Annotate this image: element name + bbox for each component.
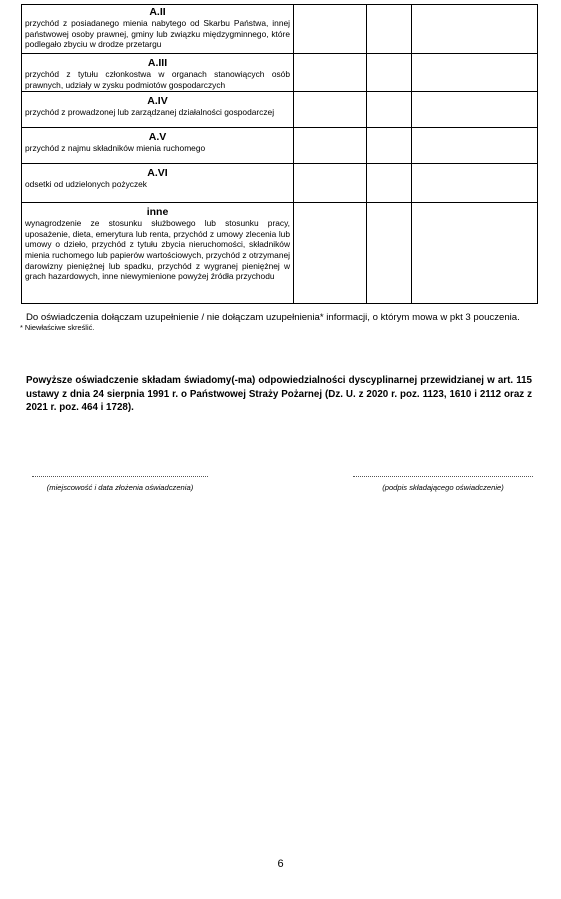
blank-cell[interactable]: [294, 54, 367, 92]
blank-cell[interactable]: [412, 203, 538, 304]
section-title: A.V: [148, 131, 167, 144]
table-row: [22, 203, 538, 304]
row-description: [22, 54, 294, 92]
table-row: [22, 164, 538, 203]
row-description: [22, 203, 294, 304]
blank-cell[interactable]: [367, 5, 412, 54]
income-table: [21, 4, 538, 304]
row-description: [22, 92, 294, 128]
place-date-caption: (miejscowość i data złożenia oświadczenia): [46, 483, 194, 492]
section-text: odsetki od udzielonych pożyczek: [25, 179, 147, 190]
blank-cell[interactable]: [367, 164, 412, 203]
table-row: [22, 5, 538, 54]
row-description: [22, 5, 294, 54]
blank-cell[interactable]: [367, 128, 412, 164]
blank-cell[interactable]: [294, 203, 367, 304]
signature-caption: (podpis składającego oświadczenie): [382, 483, 504, 492]
section-text: przychód z posiadanego mienia nabytego od Skarbu Państwa, innej państwowej osoby prawnej, gminy lub związku międzygminnego, które podlegało zbyciu w drodze przetargu: [25, 18, 290, 50]
footnote: * Niewłaściwe skreślić.: [20, 323, 95, 332]
table-row: [22, 54, 538, 92]
section-text: przychód z najmu składników mienia ruchomego: [25, 143, 206, 154]
section-text: przychód z tytułu członkostwa w organach stanowiących osób prawnych, udziały w zysku podmiotów gospodarczych: [25, 69, 290, 90]
section-title: A.II: [149, 6, 166, 18]
row-description: [22, 164, 294, 203]
place-date-signature-block: [32, 476, 208, 493]
blank-cell[interactable]: [367, 92, 412, 128]
row-description: [22, 128, 294, 164]
blank-cell[interactable]: [412, 92, 538, 128]
blank-cell[interactable]: [412, 128, 538, 164]
section-title: A.VI: [147, 167, 168, 180]
blank-cell[interactable]: [367, 203, 412, 304]
blank-cell[interactable]: [412, 164, 538, 203]
blank-cell[interactable]: [367, 54, 412, 92]
blank-cell[interactable]: [294, 5, 367, 54]
blank-cell[interactable]: [412, 54, 538, 92]
section-text: przychód z prowadzonej lub zarządzanej działalności gospodarczej: [25, 107, 275, 118]
signature-line[interactable]: [353, 476, 533, 477]
blank-cell[interactable]: [294, 164, 367, 203]
blank-cell[interactable]: [294, 128, 367, 164]
place-date-line[interactable]: [32, 476, 208, 477]
section-title: A.IV: [147, 95, 168, 108]
table-row: [22, 128, 538, 164]
section-text: wynagrodzenie ze stosunku służbowego lub stosunku pracy, uposażenie, dieta, emerytura lub renta, przychód z umowy zlecenia lub umowy o dzieło, przychód z tytułu zbycia nieruchomości, składników mienia ruchomego lub papierów wartościowych, przychód z otrzymanej darowizny pieniężnej lub spadku, przychód z wygranej pieniężnej w grach hazardowych, inne niewymienione powyżej źródła przychodu: [25, 218, 290, 282]
blank-cell[interactable]: [294, 92, 367, 128]
blank-cell[interactable]: [412, 5, 538, 54]
page-number: 6: [277, 858, 284, 870]
signature-block: [353, 476, 533, 493]
table-row: [22, 92, 538, 128]
declaration-text: Powyższe oświadczenie składam świadomy(-ma) odpowiedzialności dyscyplinarnej przewidzianej w art. 115 ustawy z dnia 24 sierpnia 1991 r. o Państwowej Straży Pożarnej (Dz. U. z 2020 r. poz. 1123, 1610 i 2112 oraz z 2021 r. poz. 464 i 1728).: [26, 375, 532, 414]
section-title: inne: [146, 206, 169, 219]
attachment-statement: Do oświadczenia dołączam uzupełnienie / nie dołączam uzupełnienia* informacji, o którym mowa w pkt 3 pouczenia.: [26, 312, 520, 323]
section-title: A.III: [147, 57, 168, 69]
